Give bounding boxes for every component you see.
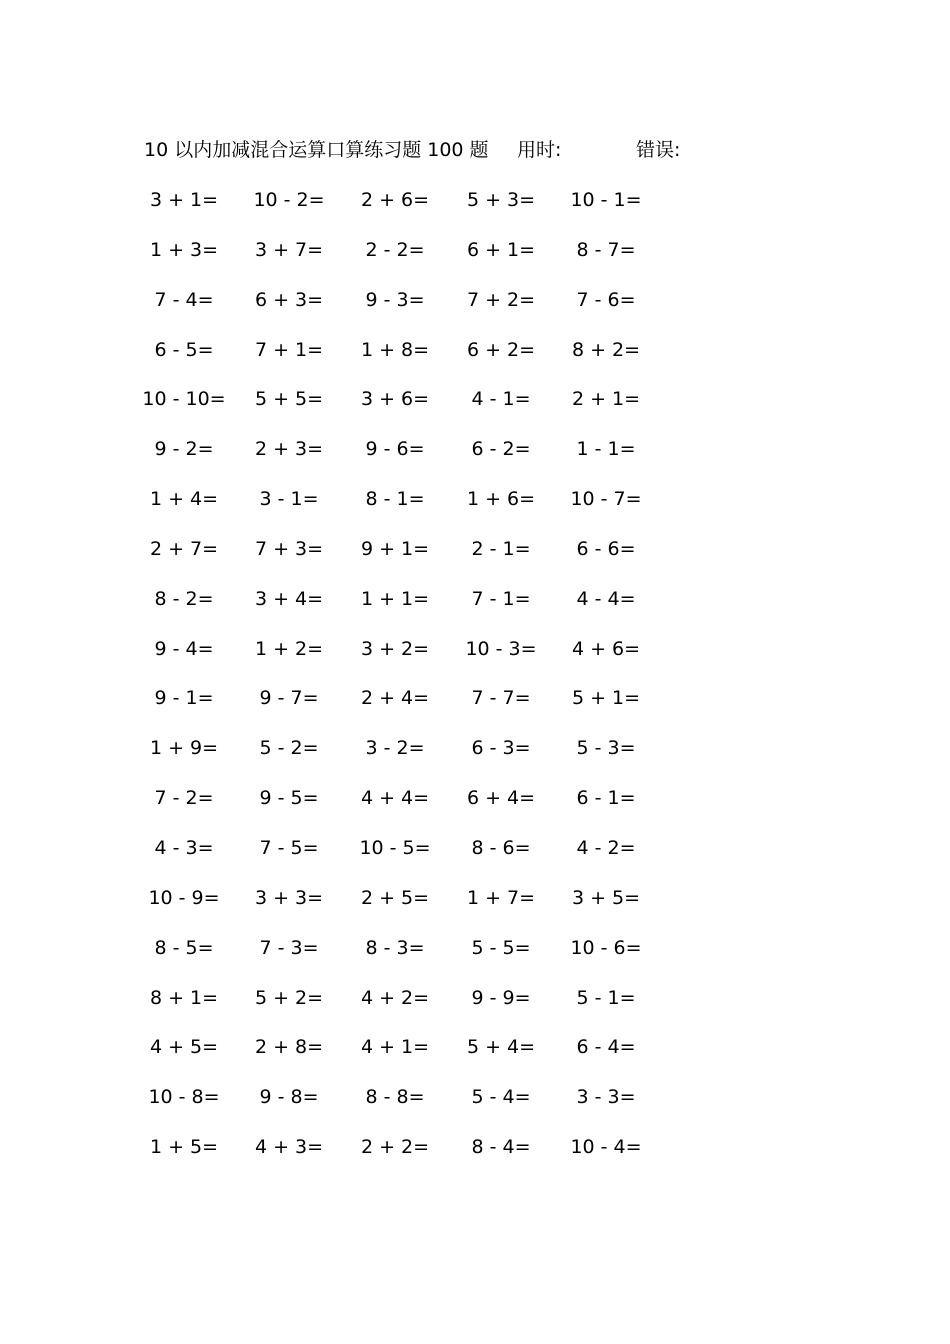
problem-item: 9 - 7= [259, 687, 319, 710]
problem-item: 6 + 2= [466, 338, 536, 361]
problem-item: 4 - 3= [154, 836, 214, 859]
problem-item: 4 + 6= [571, 637, 641, 660]
problem-row [0, 684, 950, 734]
problem-row [0, 186, 950, 236]
problem-item: 7 - 6= [576, 288, 636, 311]
problem-row [0, 286, 950, 336]
problem-item: 9 - 4= [154, 637, 214, 660]
problem-item: 6 + 3= [254, 288, 324, 311]
problem-item: 3 - 3= [576, 1086, 636, 1109]
problem-item: 7 - 5= [259, 836, 319, 859]
problem-item: 4 + 1= [360, 1036, 430, 1059]
problem-item: 10 - 8= [148, 1086, 220, 1109]
problem-item: 2 - 1= [471, 537, 531, 560]
problem-item: 6 - 3= [471, 737, 531, 760]
problem-item: 3 + 4= [254, 587, 324, 610]
problem-item: 6 - 2= [471, 438, 531, 461]
problem-item: 8 - 3= [365, 936, 425, 959]
problem-row [0, 934, 950, 984]
problem-item: 5 - 5= [471, 936, 531, 959]
problem-row [0, 336, 950, 386]
problem-item: 8 + 1= [149, 986, 219, 1009]
problem-row [0, 635, 950, 685]
problem-item: 4 - 4= [576, 587, 636, 610]
worksheet-title: 10 以内加减混合运算口算练习题 100 题 [144, 139, 489, 161]
problem-item: 10 - 4= [570, 1136, 642, 1159]
problem-item: 1 + 1= [360, 587, 430, 610]
problem-item: 6 - 6= [576, 537, 636, 560]
problem-item: 8 - 2= [154, 587, 214, 610]
problem-row [0, 1033, 950, 1083]
problem-item: 1 + 4= [149, 488, 219, 511]
time-used-label: 用时: [517, 139, 562, 161]
problem-item: 2 + 7= [149, 537, 219, 560]
problem-item: 10 - 9= [148, 886, 220, 909]
problem-item: 5 + 3= [466, 189, 536, 211]
problem-row [0, 1133, 950, 1183]
problem-item: 8 - 7= [576, 238, 636, 261]
problem-item: 5 + 2= [254, 986, 324, 1009]
problem-item: 7 - 2= [154, 787, 214, 810]
problem-row [0, 435, 950, 485]
problem-item: 10 - 3= [465, 637, 537, 660]
problem-item: 3 - 1= [259, 488, 319, 511]
problem-item: 4 + 3= [254, 1136, 324, 1159]
problem-row [0, 734, 950, 784]
problem-item: 5 + 1= [571, 687, 641, 710]
problem-item: 7 + 1= [254, 338, 324, 361]
problem-item: 1 + 9= [149, 737, 219, 760]
problem-item: 3 + 3= [254, 886, 324, 909]
problem-item: 4 + 5= [149, 1036, 219, 1059]
problem-row [0, 834, 950, 884]
problem-item: 2 + 1= [571, 388, 641, 411]
problem-item: 1 + 5= [149, 1136, 219, 1159]
problem-row [0, 884, 950, 934]
problem-item: 2 - 2= [365, 238, 425, 261]
problem-item: 3 + 1= [149, 189, 219, 211]
problem-item: 4 + 2= [360, 986, 430, 1009]
problem-item: 4 + 4= [360, 787, 430, 810]
problem-grid [0, 186, 950, 1183]
problem-item: 1 + 6= [466, 488, 536, 511]
problem-item: 3 - 2= [365, 737, 425, 760]
problem-item: 8 + 2= [571, 338, 641, 361]
problem-row [0, 984, 950, 1034]
problem-item: 1 - 1= [576, 438, 636, 461]
problem-item: 9 - 5= [259, 787, 319, 810]
problem-item: 9 - 2= [154, 438, 214, 461]
problem-item: 8 - 5= [154, 936, 214, 959]
problem-item: 3 + 6= [360, 388, 430, 411]
errors-label: 错误: [636, 139, 681, 161]
problem-row [0, 485, 950, 535]
problem-item: 7 - 7= [471, 687, 531, 710]
problem-item: 5 - 2= [259, 737, 319, 760]
problem-item: 7 + 2= [466, 288, 536, 311]
problem-item: 3 + 7= [254, 238, 324, 261]
problem-item: 6 + 4= [466, 787, 536, 810]
problem-item: 9 - 9= [471, 986, 531, 1009]
problem-item: 5 + 5= [254, 388, 324, 411]
problem-item: 5 + 4= [466, 1036, 536, 1059]
problem-row [0, 1083, 950, 1133]
problem-item: 1 + 8= [360, 338, 430, 361]
problem-item: 9 - 6= [365, 438, 425, 461]
problem-row [0, 236, 950, 286]
problem-item: 1 + 3= [149, 238, 219, 261]
problem-item: 7 - 1= [471, 587, 531, 610]
problem-item: 3 + 2= [360, 637, 430, 660]
problem-item: 7 - 3= [259, 936, 319, 959]
problem-item: 4 - 2= [576, 836, 636, 859]
problem-item: 8 - 8= [365, 1086, 425, 1109]
problem-item: 1 + 2= [254, 637, 324, 660]
problem-item: 5 - 1= [576, 986, 636, 1009]
problem-row [0, 585, 950, 635]
problem-item: 6 - 1= [576, 787, 636, 810]
problem-item: 9 + 1= [360, 537, 430, 560]
problem-item: 2 + 5= [360, 886, 430, 909]
problem-item: 6 - 5= [154, 338, 214, 361]
problem-item: 9 - 3= [365, 288, 425, 311]
problem-item: 3 + 5= [571, 886, 641, 909]
problem-item: 2 + 6= [360, 189, 430, 211]
problem-item: 8 - 1= [365, 488, 425, 511]
problem-item: 10 - 10= [142, 388, 226, 411]
problem-item: 10 - 2= [253, 189, 325, 211]
problem-item: 10 - 1= [570, 189, 642, 211]
problem-item: 8 - 4= [471, 1136, 531, 1159]
problem-item: 8 - 6= [471, 836, 531, 859]
problem-item: 2 + 8= [254, 1036, 324, 1059]
problem-item: 2 + 4= [360, 687, 430, 710]
problem-item: 9 - 1= [154, 687, 214, 710]
problem-row [0, 784, 950, 834]
problem-item: 7 + 3= [254, 537, 324, 560]
problem-item: 6 - 4= [576, 1036, 636, 1059]
problem-item: 6 + 1= [466, 238, 536, 261]
problem-row [0, 385, 950, 435]
problem-item: 5 - 3= [576, 737, 636, 760]
problem-item: 10 - 5= [359, 836, 431, 859]
problem-item: 10 - 7= [570, 488, 642, 511]
problem-item: 9 - 8= [259, 1086, 319, 1109]
problem-item: 2 + 2= [360, 1136, 430, 1159]
problem-item: 1 + 7= [466, 886, 536, 909]
problem-item: 10 - 6= [570, 936, 642, 959]
problem-item: 2 + 3= [254, 438, 324, 461]
problem-row [0, 535, 950, 585]
problem-item: 7 - 4= [154, 288, 214, 311]
problem-item: 5 - 4= [471, 1086, 531, 1109]
problem-item: 4 - 1= [471, 388, 531, 411]
